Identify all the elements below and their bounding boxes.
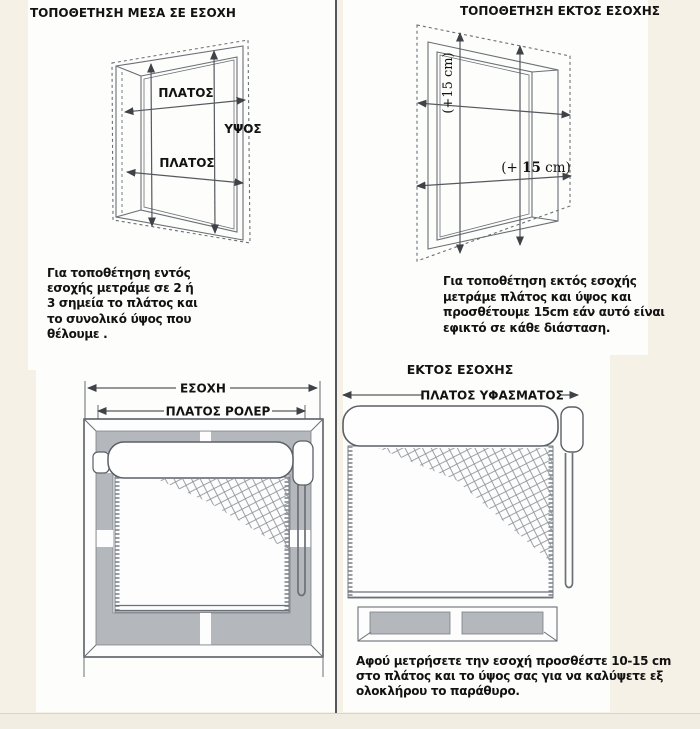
bottom-margin-strip bbox=[0, 713, 700, 729]
outside-recess-window-diagram bbox=[405, 20, 590, 270]
width-label-top: ΠΛΑΤΟΣ bbox=[158, 86, 214, 100]
control-chain bbox=[566, 453, 573, 588]
recess-label: ΕΣΟΧΗ bbox=[180, 381, 226, 396]
text-line: προσθέτουμε 15cm εάν αυτό είναι bbox=[443, 305, 665, 320]
plus-15cm-vertical-label: (+15 cm) bbox=[441, 52, 456, 114]
height-arrow-right bbox=[214, 51, 215, 233]
window-inner-frame bbox=[141, 57, 237, 232]
text-line: ολοκλήρου το παράθυρο. bbox=[356, 684, 520, 699]
text-line: μετράμε πλάτος και ύψος και bbox=[443, 289, 632, 304]
section-title-outside-recess: ΤΟΠΟΘΕΤΗΣΗ ΕΚΤΟΣ ΕΣΟΧΗΣ bbox=[459, 4, 661, 18]
frame-gap-bottom bbox=[200, 613, 211, 644]
roller-width-label: ΠΛΑΤΟΣ ΡΟΛΕΡ bbox=[165, 404, 271, 419]
fabric-width-label: ΠΛΑΤΟΣ ΥΦΑΣΜΑΤΟΣ bbox=[420, 388, 564, 403]
roller-end-cap bbox=[561, 407, 583, 452]
text-line: Αφού μετρήσετε την εσοχή προσθέστε 10-15 cm bbox=[356, 654, 672, 668]
reveal-top-edge bbox=[116, 66, 141, 76]
sill-panel-left bbox=[370, 612, 450, 634]
frame-gap-left bbox=[97, 530, 113, 547]
width-arrow-top bbox=[125, 100, 245, 112]
height-arrow-left bbox=[151, 64, 152, 226]
roller-bracket-left bbox=[93, 452, 109, 473]
text-line: εσοχής μετράμε σε 2 ή bbox=[47, 281, 194, 296]
roller-tube bbox=[343, 406, 558, 446]
width-label-bottom: ΠΛΑΤΟΣ bbox=[159, 156, 215, 170]
outside-recess-heading: ΕΚΤΟΣ ΕΣΟΧΗΣ bbox=[406, 362, 514, 377]
text-line: θέλουμε . bbox=[47, 326, 108, 341]
window-outer-frame bbox=[116, 46, 243, 240]
text-line: Για τοποθέτηση εντός bbox=[47, 266, 191, 280]
roller-outside-recess-diagram bbox=[338, 385, 588, 650]
height-label: ΥΨΟΣ bbox=[224, 122, 262, 136]
roller-inside-recess-diagram bbox=[60, 375, 336, 680]
section-title-inside-recess: ΤΟΠΟΘΕΤΗΣΗ ΜΕΣΑ ΣΕ ΕΣΟΧΗ bbox=[30, 6, 236, 20]
text-line: στο πλάτος και το ύψος σας για να καλύψετε εξ bbox=[356, 669, 664, 684]
reveal-top-edge bbox=[532, 70, 558, 72]
outside-recess-instructions bbox=[443, 274, 665, 336]
frame-gap-right bbox=[290, 530, 310, 547]
text-line: το συνολικό ύψος που bbox=[47, 311, 192, 326]
text-line: Για τοποθέτηση εκτός εσοχής bbox=[443, 274, 637, 288]
roller-end-cap bbox=[293, 441, 313, 485]
plus-15cm-horizontal-label: (+ 15 cm) bbox=[501, 160, 571, 176]
sill-panel-right bbox=[462, 612, 543, 634]
text-line: εφικτό σε κάθε διάσταση. bbox=[443, 320, 611, 335]
roller-tube bbox=[108, 442, 293, 478]
reveal-bottom-edge bbox=[116, 210, 141, 217]
outside-recess-bottom-instructions bbox=[356, 654, 671, 700]
text-line: 3 σημεία το πλάτος και bbox=[47, 296, 198, 311]
recess-window-perspective-diagram bbox=[95, 35, 275, 270]
inside-recess-instructions bbox=[47, 266, 197, 342]
reveal-bottom-edge bbox=[532, 217, 558, 221]
